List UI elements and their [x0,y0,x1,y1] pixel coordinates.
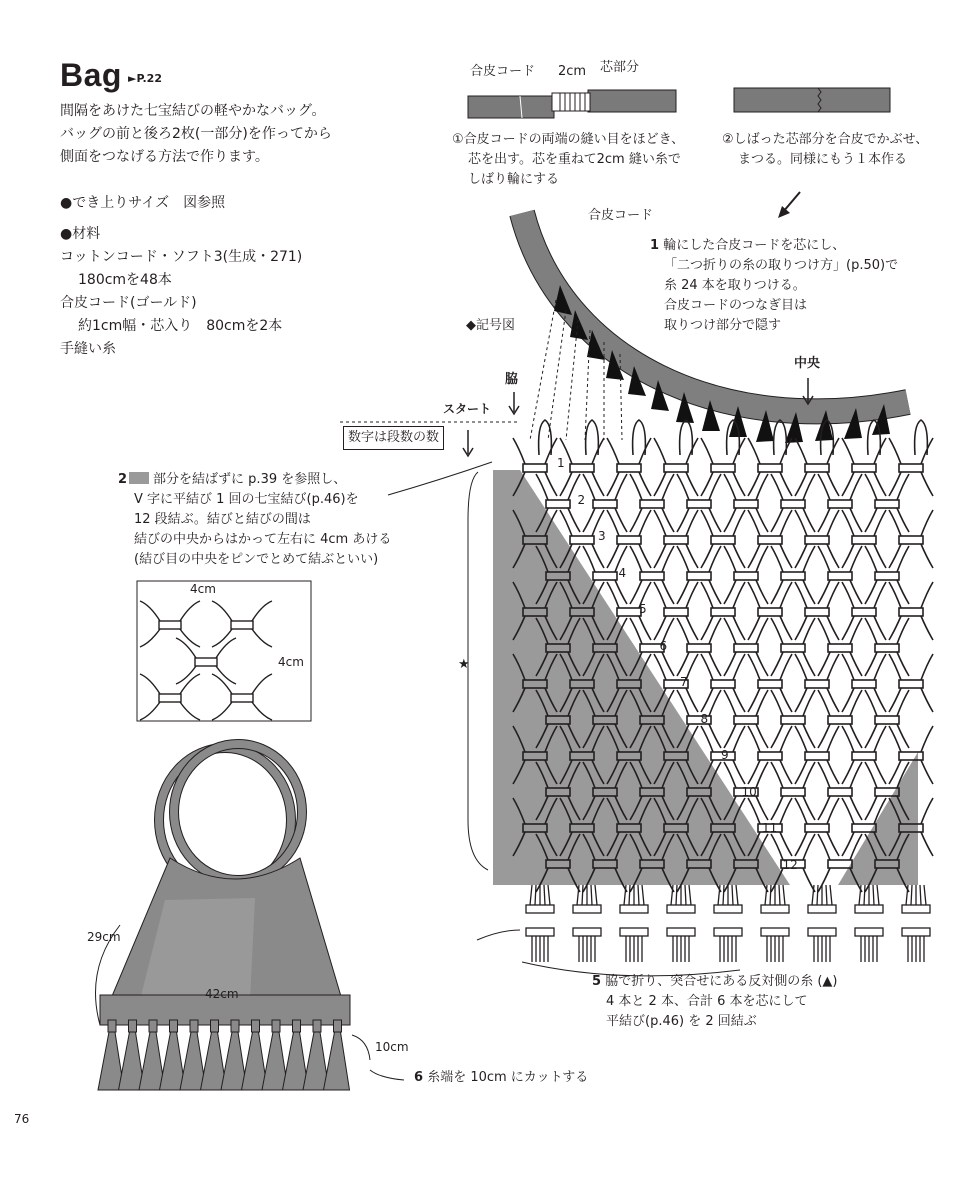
cord-label: 合皮コード [470,64,536,79]
row-number: 9 [721,748,729,762]
detail-vertical-dim: 4cm [278,655,304,669]
star-marker: ★ [458,657,470,672]
finished-size: ●でき上りサイズ 図参照 [60,195,226,211]
row-number: 10 [741,784,757,799]
tassel [324,1032,350,1090]
row-number: 1 [557,456,565,470]
start-label: スタート [443,402,492,416]
material-item: 合皮コード(ゴールド) [60,295,197,311]
row-number: 8 [700,711,709,726]
intro-text: 間隔をあけた七宝結びの軽やかなバッグ。 バッグの前と後ろ2枚(一部分)を作ってから 側面をつなげる方法で作ります。 [60,103,332,165]
cord-covered-illustration [734,88,890,112]
material-item: 手縫い糸 [60,341,116,357]
materials-heading: ●材料 [60,226,101,242]
fringe-knot [855,905,883,913]
fringe-knot [573,905,601,913]
center-label: 中央 [794,356,821,371]
fringe-knot [620,905,648,913]
material-item: コットンコード・ソフト3(生成・271) [60,249,303,265]
material-item: 180cmを48本 [78,272,172,288]
page-number: 76 [14,1112,30,1126]
bag-illustration [98,744,350,1090]
row-number: 11 [762,821,778,835]
row-number: 12 [782,857,798,872]
two-cm-label: 2cm [558,64,587,79]
symbol-chart-label: ◆記号図 [466,318,515,333]
detail-box [137,581,311,721]
fringe-knot [808,905,836,913]
fringe-knot [761,905,789,913]
material-item: 約1cm幅・芯入り 80cmを2本 [78,318,283,334]
row-number: 5 [639,602,647,616]
step-6: 6 糸端を 10cm にカットする [414,1070,589,1085]
page-title: Bag [60,57,122,93]
row-number: 6 [659,638,668,653]
row-number: 4 [618,565,627,580]
rows-note: 数字は段数の数 [343,426,444,450]
row-number: 2 [577,492,586,507]
arrow-icon [783,192,800,212]
row-number: 3 [598,529,606,543]
bag-width: 42cm [205,987,239,1001]
side-label: 脇 [505,372,519,387]
step-5: 5 脇で折り、突合せにある反対側の糸 (▲) 4 本と 2 本、合計 6 本を芯にして 平結び(p.46) を 2 回結ぶ [592,974,838,1029]
materials-list [60,223,302,361]
fringe-knot [667,905,695,913]
fringe-knot [714,905,742,913]
step-a-text: ①合皮コードの両端の縫い目をほどき、 芯を出す。芯を重ねて2cm 縫い糸で しばり輪にする [452,132,685,187]
fringe-knot [902,905,930,913]
core-label: 芯部分 [600,60,640,75]
step-2: 2 部分を結ばずに p.39 を参照し、 V 字に平結び 1 回の七宝結び(p.46)を 12 段結ぶ。結びと結びの間は 結びの中央からはかって左右に 4cm あける (結び目の中央をピンでとめて結ぶといい) [118,472,392,567]
detail-horizontal-dim: 4cm [190,582,216,596]
bag-height: 29cm [87,930,121,944]
ring-cord-label: 合皮コード [588,208,654,223]
step-b-text: ②しばった芯部分を合皮でかぶせ、 まつる。同様にもう１本作る [722,132,929,167]
fringe-knot [526,905,554,913]
step-1: 1 輪にした合皮コードを芯にし、 「二つ折りの糸の取りつけ方」(p.50)で 糸 24 本を取りつける。 合皮コードのつなぎ目は 取りつけ部分で隠す [650,238,899,333]
knot-chart [493,420,933,892]
cord-join-illustration [468,90,676,118]
row-number: 7 [680,675,688,689]
fringe-length: 10cm [375,1040,409,1054]
page-reference: ►P.22 [128,72,162,85]
